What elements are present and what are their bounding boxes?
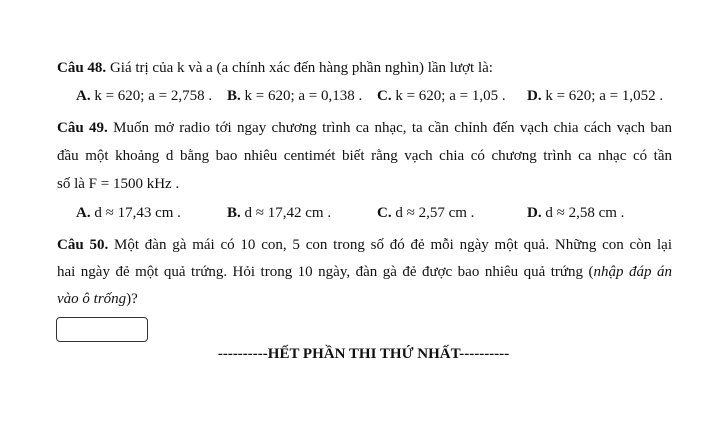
q48-option-b: B. k = 620; a = 0,138 . [227,88,363,104]
q50-line1: Câu 50. Một đàn gà mái có 10 con, 5 con trong số đó đẻ mỗi ngày một quả. Những con còn lại [57,237,672,253]
q50-line2: hai ngày đẻ một quả trứng. Hỏi trong 10 ngày, đàn gà đẻ được bao nhiêu quả trứng (nhập đáp án [57,264,672,280]
q49-option-c: C. d ≈ 2,57 cm . [377,205,475,221]
q50-line3: vào ô trống)? [57,291,138,307]
q48-option-c: C. k = 620; a = 1,05 . [377,88,506,104]
q49-line1: Câu 49. Muốn mở radio tới ngay chương trình ca nhạc, ta cần chỉnh đến vạch chia cách vạch ban [57,120,673,136]
answer-input[interactable] [56,317,148,342]
section-end-footer: ----------HẾT PHẦN THI THỨ NHẤT---------- [217,346,510,362]
q49-option-d: D. d ≈ 2,58 cm . [527,205,625,221]
q48-option-a: A. k = 620; a = 2,758 . [76,88,213,104]
q49-option-a: A. d ≈ 17,43 cm . [76,205,181,221]
q49-line2: đầu một khoảng d bằng bao nhiêu centimét biết rằng vạch chia có chương trình ca nhạc có tần [57,148,672,164]
q49-option-b: B. d ≈ 17,42 cm . [227,205,332,221]
q48-stem [57,59,672,77]
q49-line3: số là F = 1500 kHz . [57,176,180,192]
q48-option-d: D. k = 620; a = 1,052 . [527,88,664,104]
question-text: Giá trị của k và a (a chính xác đến hàng phần nghìn) lần lượt là: [109,60,493,76]
question-label: Câu 48. [57,60,107,76]
